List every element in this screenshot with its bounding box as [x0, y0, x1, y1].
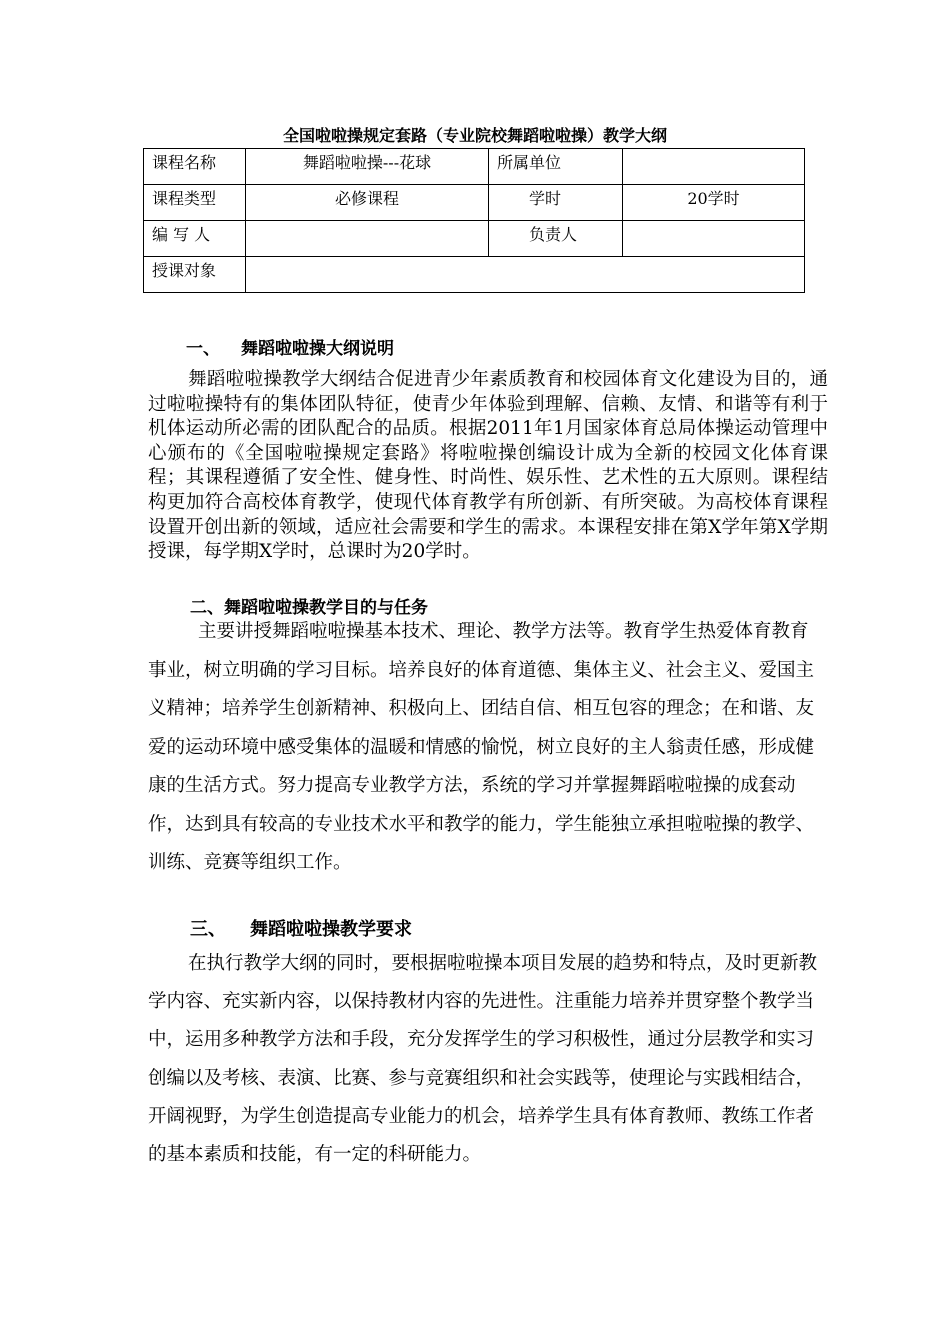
value-audience [246, 257, 805, 293]
section-3-body: 在执行教学大纲的同时，要根据啦啦操本项目发展的趋势和特点，及时更新教学内容、充实新内容，以保持教材内容的先进性。注重能力培养并贯穿整个教学当中，运用多种教学方法和手段，充分发挥学生的学习积极性，通过分层教学和实习创编以及考核、表演、比赛、参与竞赛组织和社会实践等，使理论与实践相结合，开阔视野，为学生创造提高专业能力的机会，培养学生具有体育教师、教练工作者的基本素质和技能，有一定的科研能力。 [148, 953, 818, 1166]
section-1-title: 舞蹈啦啦操大纲说明 [241, 339, 394, 359]
value-hours: 20学时 [623, 185, 805, 221]
value-author [246, 221, 489, 257]
value-course-name: 舞蹈啦啦操---花球 [246, 149, 489, 185]
section-2-title: 舞蹈啦啦操教学目的与任务 [224, 598, 428, 618]
section-2-body: 主要讲授舞蹈啦啦操基本技术、理论、教学方法等。教育学生热爱体育教育事业，树立明确的学习目标。培养良好的体育道德、集体主义、社会主义、爱国主义精神；培养学生创新精神、积极向上、团结自信、相互包容的理念；在和谐、友爱的运动环境中感受集体的温暖和情感的愉悦，树立良好的主人翁责任感，形成健康的生活方式。努力提高专业教学方法，系统的学习并掌握舞蹈啦啦操的成套动作，达到具有较高的专业技术水平和教学的能力，学生能独立承担啦啦操的教学、训练、竞赛等组织工作。 [148, 621, 815, 873]
document-title: 全国啦啦操规定套路（专业院校舞蹈啦啦操）教学大纲 [282, 126, 667, 145]
value-department [623, 149, 805, 185]
section-1-body: 舞蹈啦啦操教学大纲结合促进青少年素质教育和校园体育文化建设为目的，通过啦啦操特有的集体团队特征，使青少年体验到理解、信赖、友情、和谐等有利于机体运动所必需的团队配合的品质。根据2011年1月国家体育总局体操运动管理中心颁布的《全国啦啦操规定套路》将啦啦操创编设计成为全新的校园文化体育课程；其课程遵循了安全性、健身性、时尚性、娱乐性、艺术性的五大原则。课程结构更加符合高校体育教学，使现代体育教学有所创新、有所突破。为高校体育课程设置开创出新的领域，适应社会需要和学生的需求。本课程安排在第X学年第X学期授课，每学期X学时，总课时为20学时。 [148, 369, 828, 563]
label-course-type: 课程类型 [144, 185, 246, 221]
section-2-number: 二、 [190, 598, 224, 618]
table-row [144, 221, 805, 257]
section-3-title: 舞蹈啦啦操教学要求 [250, 919, 412, 940]
label-course-name: 课程名称 [144, 149, 246, 185]
label-responsible: 负责人 [489, 221, 623, 257]
course-info-table [143, 148, 805, 293]
section-1-number: 一、 [186, 339, 220, 359]
label-department: 所属单位 [489, 149, 623, 185]
value-course-type: 必修课程 [246, 185, 489, 221]
table-row [144, 185, 805, 221]
section-1-heading [186, 334, 394, 359]
table-row [144, 257, 805, 293]
section-3-heading [190, 915, 412, 941]
section-3-number: 三、 [190, 919, 226, 940]
label-hours: 学时 [489, 185, 623, 221]
label-audience: 授课对象 [144, 257, 246, 293]
label-author: 编 写 人 [144, 221, 246, 257]
value-responsible [623, 221, 805, 257]
table-row [144, 149, 805, 185]
